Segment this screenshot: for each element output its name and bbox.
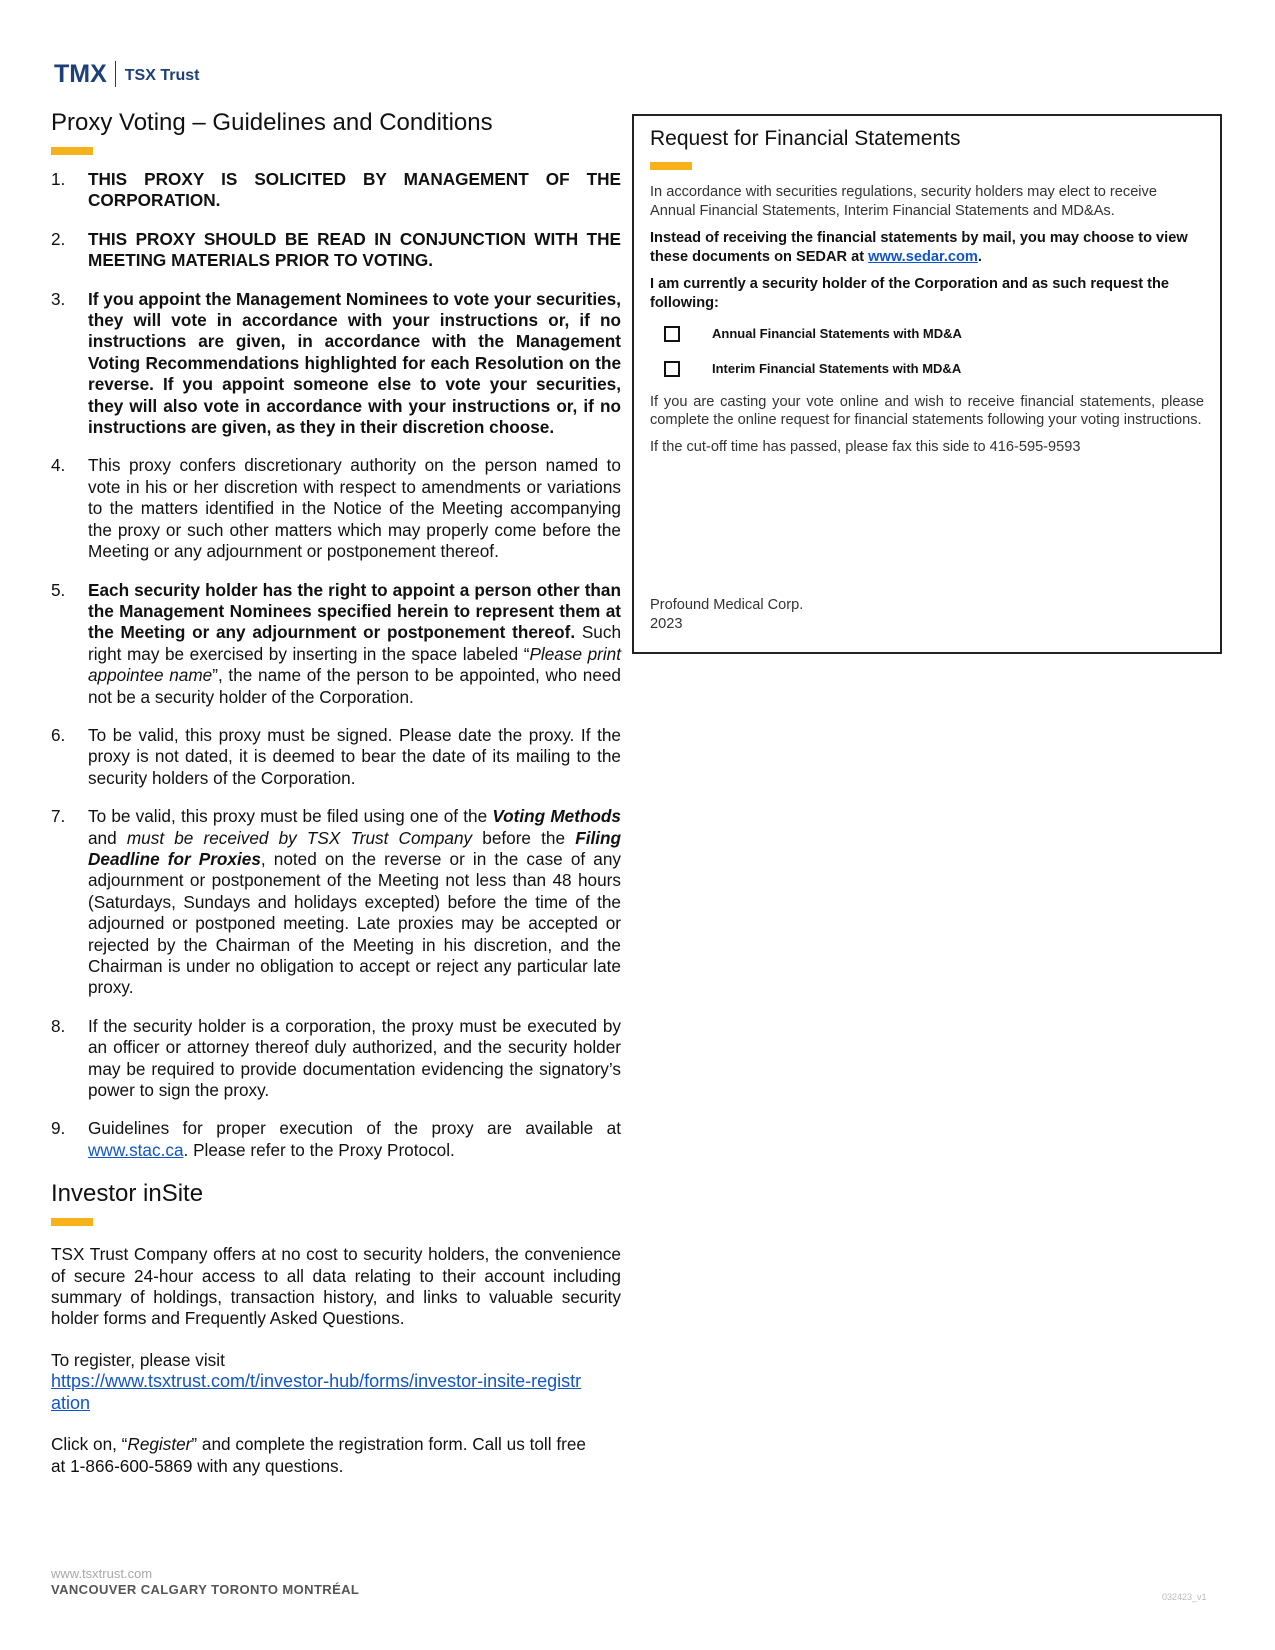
document-code: 032423_v1 xyxy=(1162,1592,1207,1602)
item-text-part: . Please refer to the Proxy Protocol. xyxy=(183,1139,455,1160)
investor-insite-section xyxy=(51,1179,621,1477)
interim-option-label: Interim Financial Statements with MD&A xyxy=(712,361,962,377)
item-text-part: and xyxy=(88,827,127,848)
register-italic: Register xyxy=(127,1434,192,1455)
item-text xyxy=(88,806,621,999)
logo-company: TSX Trust xyxy=(124,67,200,84)
logo-tmx: TMX xyxy=(54,59,107,88)
item-text-part: , noted on the reverse or in the case of any adjournment or postponement of the Meeting not less than 48 hours (Saturdays, Sundays and holidays excepted) before the time of the adjourned or postponed meeting. Late proxies may be accepted or rejected by the Chairman of the Meeting in his discretion, and the Chairman is under no obligation to accept or reject any particular late proxy. xyxy=(88,848,621,998)
voting-methods-text: Voting Methods xyxy=(492,806,621,827)
financial-request-text: I am currently a security holder of the Corporation and as such request the following: xyxy=(650,276,1170,311)
list-item xyxy=(51,580,621,708)
footer xyxy=(51,1566,359,1598)
fax-text: If the cut-off time has passed, please fax this side to 416-595-9593 xyxy=(650,438,1081,455)
financial-intro: In accordance with securities regulations, security holders may elect to receive Annual Financial Statements, Interim Financial Statements and MD&As. xyxy=(650,184,1157,219)
financial-statements-box xyxy=(632,114,1222,654)
left-column xyxy=(51,108,621,1477)
sedar-link[interactable]: www.sedar.com xyxy=(868,248,978,265)
sedar-text-part: . xyxy=(977,248,982,265)
item-text-part: To be valid, this proxy must be filed using one of the xyxy=(88,806,493,827)
year: 2023 xyxy=(650,616,683,632)
item-bold-text: Each security holder has the right to appoint a person other than the Management Nominees specified herein to represent them at the Meeting or any adjournment or postponement thereof. xyxy=(88,579,621,643)
online-request-text: If you are casting your vote online and wish to receive financial statements, please complete the online request for financial statements following your voting instructions. xyxy=(650,393,1204,429)
list-item xyxy=(51,229,621,272)
item-text xyxy=(88,580,621,708)
interim-option xyxy=(664,361,1204,377)
item-number: 6. xyxy=(51,724,66,745)
interim-checkbox[interactable] xyxy=(664,361,680,377)
register-link[interactable]: https://www.tsxtrust.com/t/investor-hub/forms/investor-insite-registration xyxy=(51,1371,582,1413)
annual-option xyxy=(664,326,1204,342)
item-number: 8. xyxy=(51,1015,66,1036)
item-text: THIS PROXY IS SOLICITED BY MANAGEMENT OF THE CORPORATION. xyxy=(88,169,621,211)
sedar-text-part: Instead of receiving the financial statements by mail, you may choose to view these documents on SEDAR at xyxy=(650,230,1188,265)
item-italic-text: Please print appointee name xyxy=(88,643,622,686)
item-text xyxy=(88,1118,621,1161)
tmx-logo xyxy=(54,52,199,96)
item-italic-text: must be received by TSX Trust Company xyxy=(126,827,473,848)
financial-title: Request for Financial Statements xyxy=(650,127,961,150)
list-item xyxy=(51,289,621,439)
corporation-name: Profound Medical Corp. xyxy=(650,597,804,613)
list-item xyxy=(51,1118,621,1161)
stac-link[interactable]: www.stac.ca xyxy=(88,1139,184,1160)
insite-title: Investor inSite xyxy=(51,1180,204,1208)
accent-bar xyxy=(51,1218,93,1226)
accent-bar xyxy=(650,162,692,170)
list-item xyxy=(51,455,621,562)
annual-checkbox[interactable] xyxy=(664,326,680,342)
item-text-part: Guidelines for proper execution of the proxy are available at xyxy=(88,1118,621,1139)
item-number: 3. xyxy=(51,288,66,309)
accent-bar xyxy=(51,147,93,155)
list-item xyxy=(51,1016,621,1102)
filing-deadline-text: Filing Deadline for Proxies xyxy=(88,827,622,869)
item-number: 9. xyxy=(51,1118,66,1139)
item-text: THIS PROXY SHOULD BE READ IN CONJUNCTION WITH THE MEETING MATERIALS PRIOR TO VOTING. xyxy=(88,228,621,271)
click-register-text xyxy=(51,1434,591,1477)
guidelines-list xyxy=(51,169,621,1161)
financial-sedar-text xyxy=(650,229,1204,266)
item-number: 1. xyxy=(51,169,66,189)
logo-separator xyxy=(115,61,116,87)
item-text: To be valid, this proxy must be signed. Please date the proxy. If the proxy is not dated, it is deemed to bear the date of its mailing to the security holders of the Corporation. xyxy=(88,724,621,788)
footer-website: www.tsxtrust.com xyxy=(51,1566,153,1581)
item-text: If you appoint the Management Nominees to vote your securities, they will vote in accordance with your instructions or, if no instructions are given, in accordance with the Management Voting Recommendations highlighted for each Resolution on the reverse. If you appoint someone else to vote your securities, they will also vote in accordance with your instructions or, if no instructions are given, as they in their discretion choose. xyxy=(88,288,621,438)
click-text-part: Click on, “ xyxy=(51,1434,128,1455)
item-text: If the security holder is a corporation, the proxy must be executed by an officer or attorney thereof duly authorized, and the security holder may be required to provide documentation evidencing the signatory’s power to sign the proxy. xyxy=(88,1015,621,1101)
list-item xyxy=(51,725,621,789)
item-number: 7. xyxy=(51,806,66,827)
annual-option-label: Annual Financial Statements with MD&A xyxy=(712,326,962,342)
list-item xyxy=(51,806,621,999)
footer-cities: VANCOUVER CALGARY TORONTO MONTRÉAL xyxy=(51,1582,360,1597)
register-text: To register, please visit xyxy=(51,1349,225,1370)
item-text-part: before the xyxy=(472,827,576,848)
item-text-part: ”, the name of the person to be appointed, who need not be a security holder of the Corporation. xyxy=(88,665,621,707)
item-number: 5. xyxy=(51,579,66,600)
list-item xyxy=(51,169,621,212)
item-number: 2. xyxy=(51,228,66,249)
click-text-part: ” and complete the registration form. Call us toll free at 1-866-600-5869 with any questions. xyxy=(51,1434,586,1476)
guidelines-title: Proxy Voting – Guidelines and Conditions xyxy=(51,109,493,136)
item-text: This proxy confers discretionary authority on the person named to vote in his or her discretion with respect to amendments or variations to the matters identified in the Notice of the Meeting accompanying the proxy or such other matters which may properly come before the Meeting or any adjournment or postponement thereof. xyxy=(88,455,621,562)
insite-body: TSX Trust Company offers at no cost to security holders, the convenience of secure 24-hour access to all data relating to their account including summary of holdings, transaction history, and links to valuable security holder forms and Frequently Asked Questions. xyxy=(51,1244,621,1329)
item-number: 4. xyxy=(51,455,66,476)
item-text-part: Such right may be exercised by inserting in the space labeled “ xyxy=(88,622,622,664)
